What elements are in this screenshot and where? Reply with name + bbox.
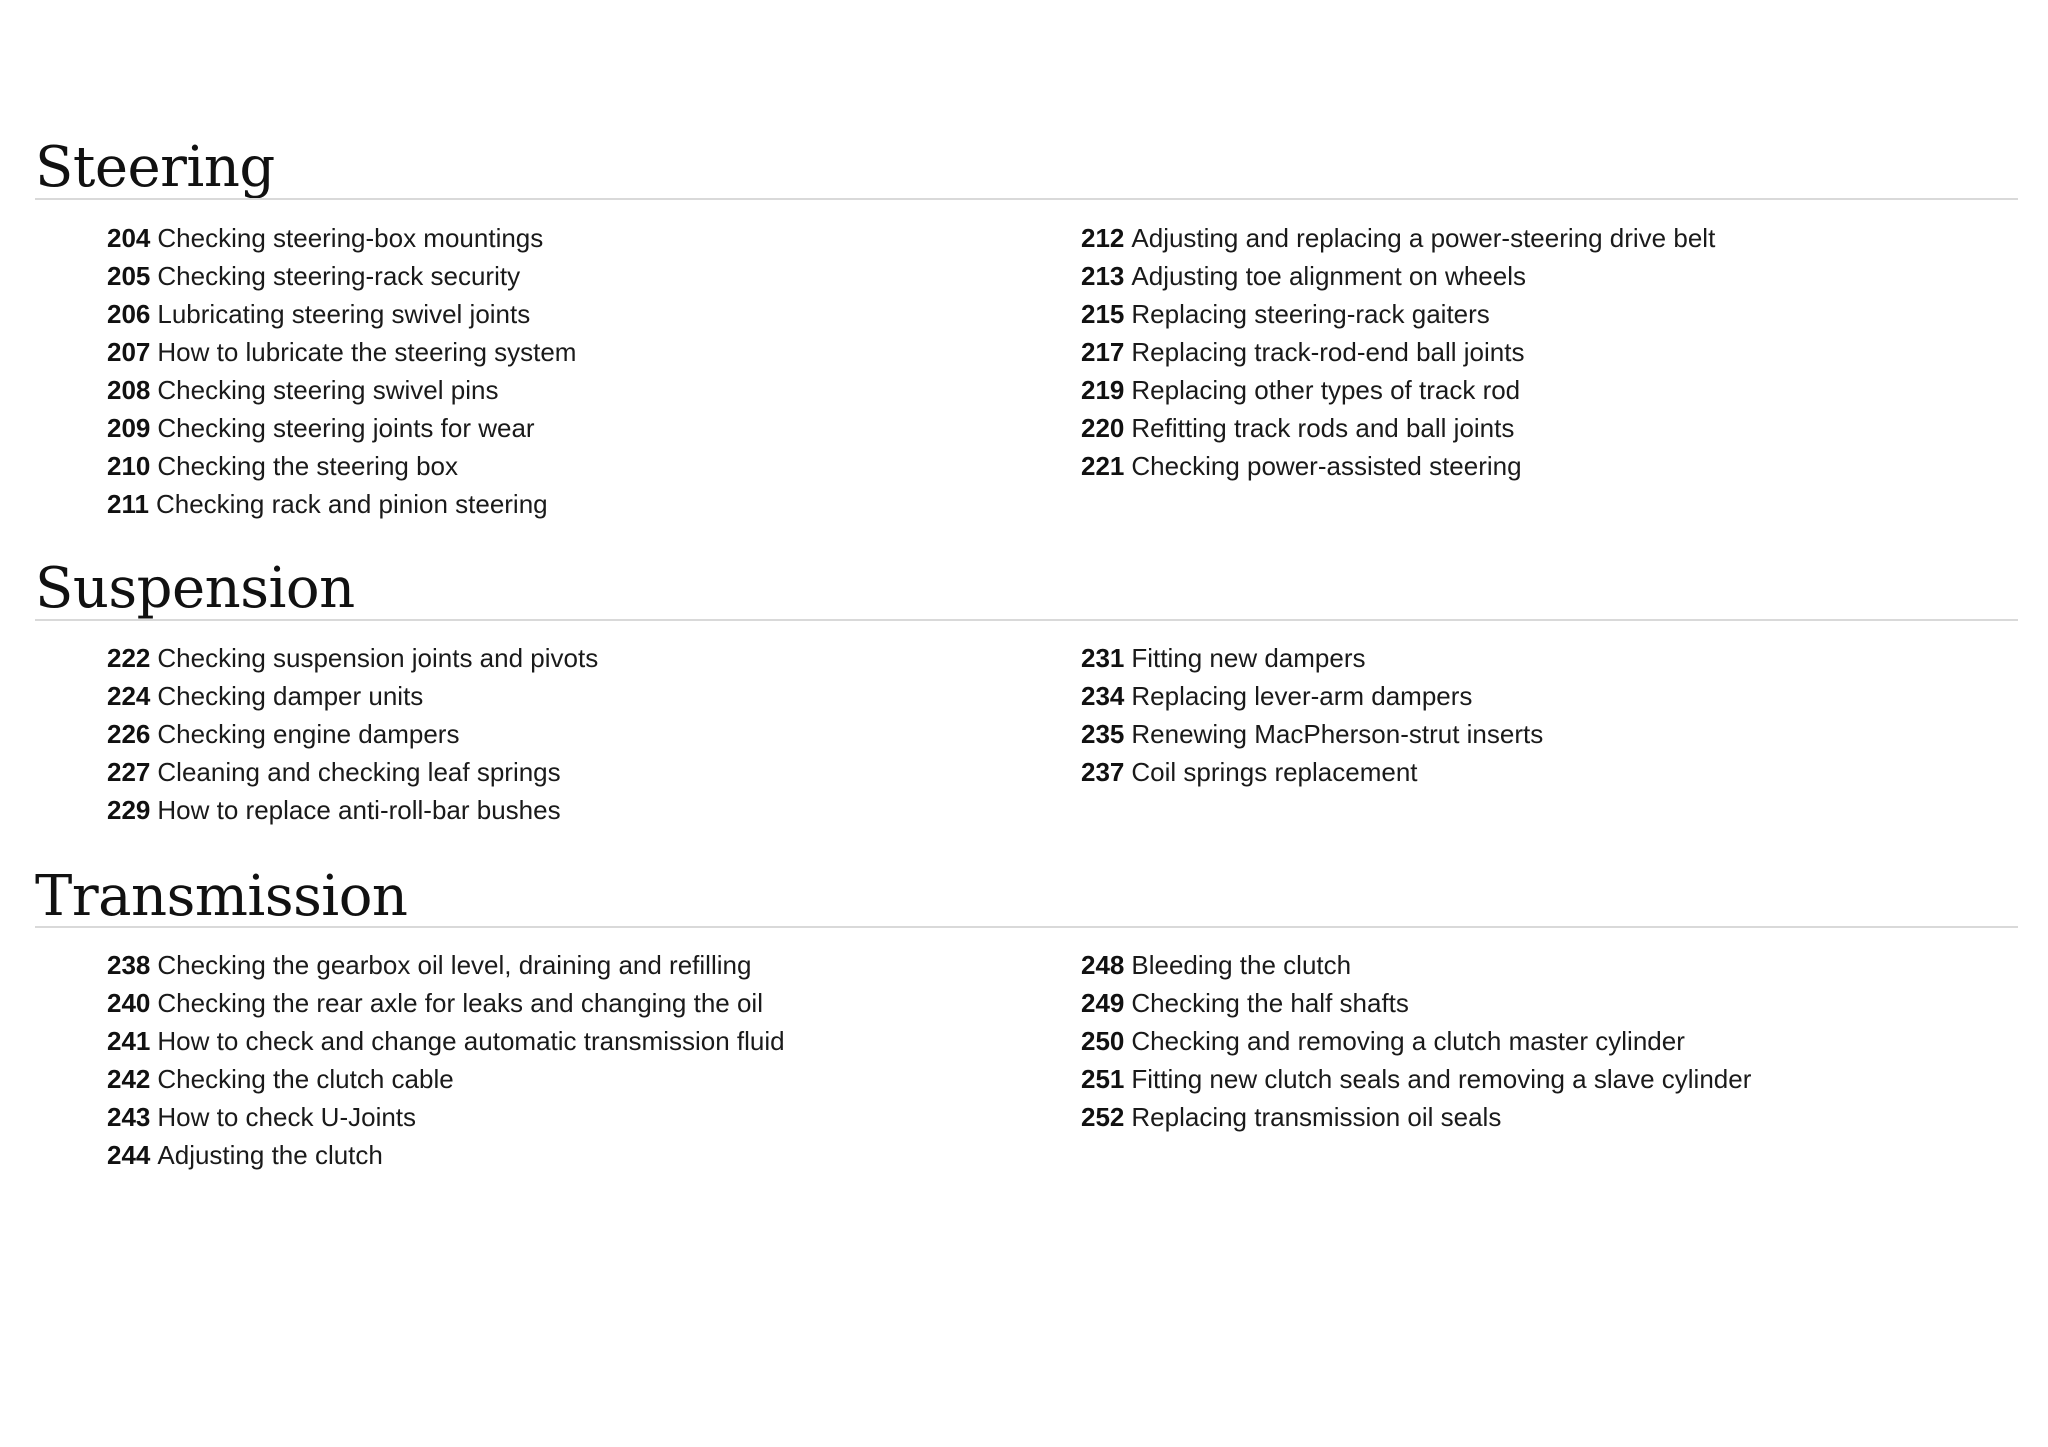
page-number: 210 bbox=[107, 451, 151, 481]
entry-title: Checking steering-box mountings bbox=[157, 223, 544, 253]
contents-entry[interactable] bbox=[107, 333, 576, 371]
entry-list-left bbox=[107, 946, 785, 1174]
contents-entry[interactable] bbox=[1081, 984, 1751, 1022]
contents-entry[interactable] bbox=[107, 257, 576, 295]
contents-entry[interactable] bbox=[1081, 946, 1751, 984]
contents-entry[interactable] bbox=[107, 295, 576, 333]
contents-entry[interactable] bbox=[107, 984, 785, 1022]
entry-title: Coil springs replacement bbox=[1131, 757, 1418, 787]
page-number: 235 bbox=[1081, 719, 1125, 749]
entry-title: Checking and removing a clutch master cylinder bbox=[1131, 1026, 1685, 1056]
contents-entry[interactable] bbox=[1081, 677, 1543, 715]
entry-title: Checking steering joints for wear bbox=[157, 413, 535, 443]
page-number: 243 bbox=[107, 1102, 151, 1132]
page-number: 241 bbox=[107, 1026, 151, 1056]
entry-title: How to lubricate the steering system bbox=[157, 337, 577, 367]
entry-title: Adjusting the clutch bbox=[157, 1140, 383, 1170]
page-number: 211 bbox=[107, 489, 149, 519]
section-title: Suspension bbox=[35, 556, 355, 621]
entry-title: Checking the half shafts bbox=[1131, 988, 1409, 1018]
contents-entry[interactable] bbox=[107, 219, 576, 257]
contents-entry[interactable] bbox=[1081, 753, 1543, 791]
entry-title: How to check and change automatic transmission fluid bbox=[157, 1026, 785, 1056]
page-number: 206 bbox=[107, 299, 151, 329]
page-number: 219 bbox=[1081, 375, 1125, 405]
page-number: 248 bbox=[1081, 950, 1125, 980]
entry-title: Checking the rear axle for leaks and changing the oil bbox=[157, 988, 763, 1018]
page-number: 207 bbox=[107, 337, 151, 367]
section-divider bbox=[35, 926, 2018, 928]
contents-entry[interactable] bbox=[107, 715, 598, 753]
page-number: 251 bbox=[1081, 1064, 1125, 1094]
contents-entry[interactable] bbox=[1081, 1098, 1751, 1136]
entry-title: Renewing MacPherson-strut inserts bbox=[1131, 719, 1544, 749]
entry-title: Adjusting toe alignment on wheels bbox=[1131, 261, 1526, 291]
page-number: 217 bbox=[1081, 337, 1125, 367]
contents-entry[interactable] bbox=[1081, 715, 1543, 753]
entry-title: Replacing steering-rack gaiters bbox=[1131, 299, 1490, 329]
page-number: 221 bbox=[1081, 451, 1125, 481]
contents-entry[interactable] bbox=[107, 447, 576, 485]
entry-title: Fitting new dampers bbox=[1131, 643, 1366, 673]
entry-title: Checking engine dampers bbox=[157, 719, 460, 749]
entry-title: Replacing transmission oil seals bbox=[1131, 1102, 1502, 1132]
entry-list-left bbox=[107, 639, 598, 829]
page-number: 249 bbox=[1081, 988, 1125, 1018]
entry-title: Fitting new clutch seals and removing a slave cylinder bbox=[1131, 1064, 1752, 1094]
entry-title: Checking the gearbox oil level, draining and refilling bbox=[157, 950, 752, 980]
contents-entry[interactable] bbox=[1081, 1060, 1751, 1098]
entry-title: Lubricating steering swivel joints bbox=[157, 299, 531, 329]
page-number: 215 bbox=[1081, 299, 1125, 329]
page-number: 226 bbox=[107, 719, 151, 749]
entry-title: How to replace anti-roll-bar bushes bbox=[157, 795, 561, 825]
entry-title: Cleaning and checking leaf springs bbox=[157, 757, 561, 787]
contents-entry[interactable] bbox=[1081, 333, 1715, 371]
contents-entry[interactable] bbox=[107, 791, 598, 829]
page-number: 222 bbox=[107, 643, 151, 673]
entry-title: Checking steering-rack security bbox=[157, 261, 521, 291]
entry-title: Bleeding the clutch bbox=[1131, 950, 1352, 980]
contents-entry[interactable] bbox=[107, 1022, 785, 1060]
contents-entry[interactable] bbox=[107, 946, 785, 984]
entry-list-left bbox=[107, 219, 576, 523]
contents-entry[interactable] bbox=[1081, 371, 1715, 409]
contents-entry[interactable] bbox=[107, 753, 598, 791]
page-number: 220 bbox=[1081, 413, 1125, 443]
contents-entry[interactable] bbox=[107, 1098, 785, 1136]
page-number: 252 bbox=[1081, 1102, 1125, 1132]
contents-entry[interactable] bbox=[1081, 409, 1715, 447]
contents-entry[interactable] bbox=[107, 485, 576, 523]
contents-entry[interactable] bbox=[1081, 639, 1543, 677]
entry-title: Replacing track-rod-end ball joints bbox=[1131, 337, 1525, 367]
entry-title: Adjusting and replacing a power-steering drive belt bbox=[1131, 223, 1716, 253]
page-number: 231 bbox=[1081, 643, 1125, 673]
page-number: 242 bbox=[107, 1064, 151, 1094]
section-title: Steering bbox=[35, 135, 275, 200]
contents-entry[interactable] bbox=[107, 1136, 785, 1174]
contents-entry[interactable] bbox=[1081, 447, 1715, 485]
entry-list-right bbox=[1081, 639, 1543, 791]
entry-title: Checking damper units bbox=[157, 681, 424, 711]
page-number: 227 bbox=[107, 757, 151, 787]
page-number: 244 bbox=[107, 1140, 151, 1170]
section-title: Transmission bbox=[35, 864, 408, 929]
page-number: 224 bbox=[107, 681, 151, 711]
entry-list-right bbox=[1081, 219, 1715, 485]
page-number: 205 bbox=[107, 261, 151, 291]
page-number: 208 bbox=[107, 375, 151, 405]
contents-entry[interactable] bbox=[1081, 1022, 1751, 1060]
entry-title: Checking steering swivel pins bbox=[157, 375, 499, 405]
contents-entry[interactable] bbox=[107, 409, 576, 447]
page-number: 237 bbox=[1081, 757, 1125, 787]
entry-title: Checking power-assisted steering bbox=[1131, 451, 1522, 481]
page-number: 240 bbox=[107, 988, 151, 1018]
section-divider bbox=[35, 619, 2018, 621]
contents-entry[interactable] bbox=[107, 1060, 785, 1098]
contents-entry[interactable] bbox=[107, 371, 576, 409]
page-number: 250 bbox=[1081, 1026, 1125, 1056]
contents-entry[interactable] bbox=[1081, 219, 1715, 257]
entry-title: Replacing lever-arm dampers bbox=[1131, 681, 1473, 711]
page-number: 209 bbox=[107, 413, 151, 443]
entry-title: Checking the clutch cable bbox=[157, 1064, 454, 1094]
contents-entry[interactable] bbox=[1081, 257, 1715, 295]
page-number: 229 bbox=[107, 795, 151, 825]
contents-entry[interactable] bbox=[1081, 295, 1715, 333]
page-number: 213 bbox=[1081, 261, 1125, 291]
entry-title: Checking rack and pinion steering bbox=[155, 489, 548, 519]
page-number: 234 bbox=[1081, 681, 1125, 711]
entry-title: How to check U-Joints bbox=[157, 1102, 417, 1132]
page-number: 238 bbox=[107, 950, 151, 980]
entry-title: Refitting track rods and ball joints bbox=[1131, 413, 1515, 443]
page-number: 204 bbox=[107, 223, 151, 253]
page-number: 212 bbox=[1081, 223, 1125, 253]
entry-list-right bbox=[1081, 946, 1751, 1136]
entry-title: Checking the steering box bbox=[157, 451, 459, 481]
entry-title: Checking suspension joints and pivots bbox=[157, 643, 599, 673]
entry-title: Replacing other types of track rod bbox=[1131, 375, 1521, 405]
contents-entry[interactable] bbox=[107, 639, 598, 677]
section-divider bbox=[35, 198, 2018, 200]
contents-entry[interactable] bbox=[107, 677, 598, 715]
